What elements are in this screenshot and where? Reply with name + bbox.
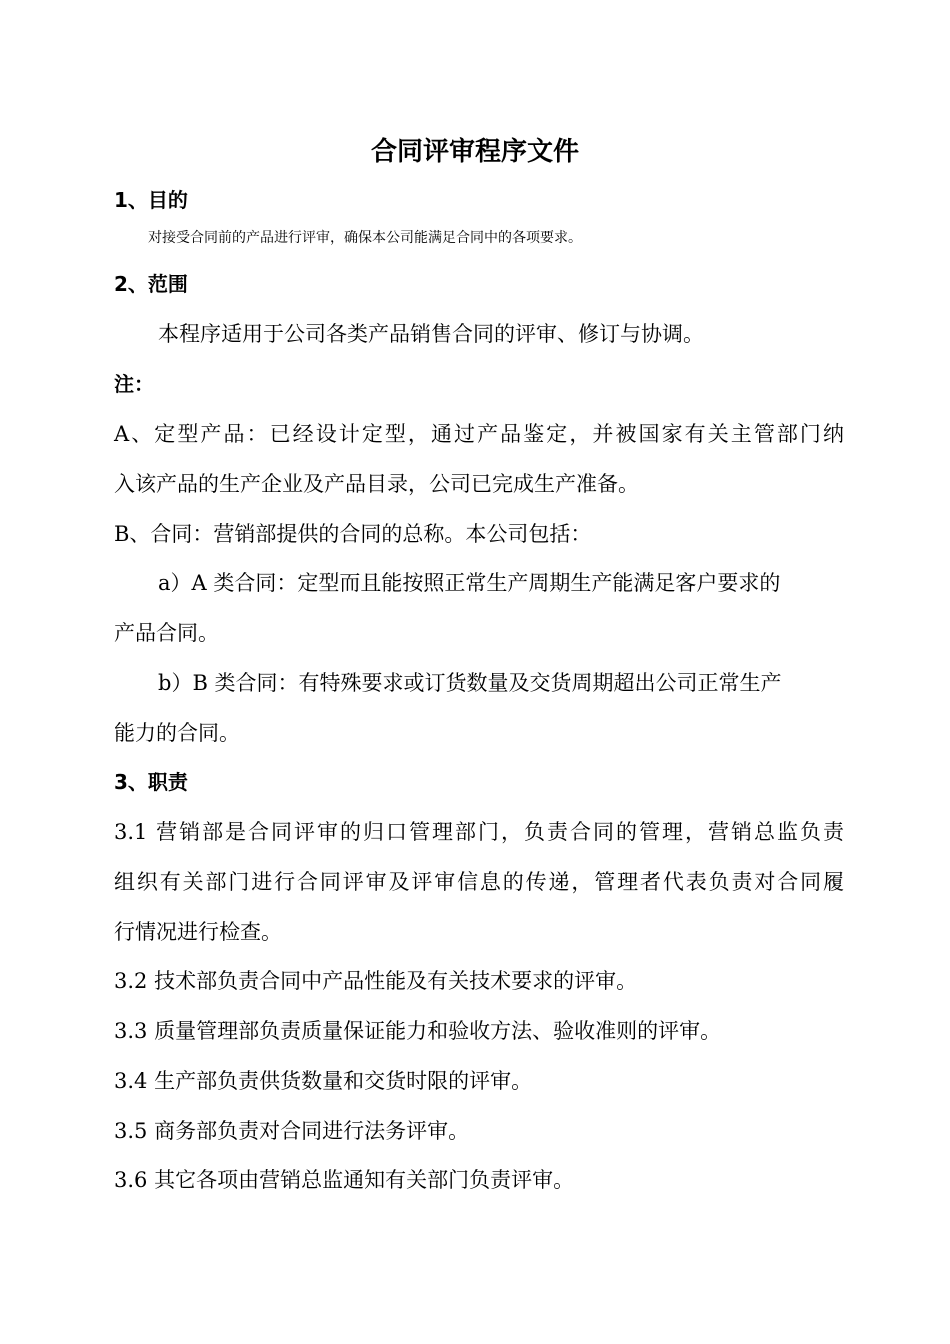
purpose-text: 对接受合同前的产品进行评审，确保本公司能满足合同中的各项要求。 [148,230,582,246]
note-b: B、合同：营销部提供的合同的总称。本公司包括： [114,522,592,546]
duty-3-5: 3.5 商务部负责对合同进行法务评审。 [114,1119,470,1143]
section-heading-purpose: 1、目的 [114,188,188,212]
contract-b-line1: b）B 类合同：有特殊要求或订货数量及交货周期超出公司正常生产 [158,671,782,695]
duty-3-4: 3.4 生产部负责供货数量和交货时限的评审。 [114,1069,533,1093]
duty-3-1-line2: 组织有关部门进行合同评审及评审信息的传递，管理者代表负责对合同履 [114,870,844,894]
duty-3-1-line1: 3.1 营销部是合同评审的归口管理部门，负责合同的管理，营销总监负责 [114,820,844,844]
contract-a-line2: 产品合同。 [114,621,219,645]
scope-text: 本程序适用于公司各类产品销售合同的评审、修订与协调。 [158,322,704,346]
note-a-line2: 入该产品的生产企业及产品目录，公司已完成生产准备。 [114,472,639,496]
contract-b-line2: 能力的合同。 [114,721,240,745]
duty-3-6: 3.6 其它各项由营销总监通知有关部门负责评审。 [114,1168,575,1192]
duty-3-2: 3.2 技术部负责合同中产品性能及有关技术要求的评审。 [114,969,638,993]
contract-a-line1: a）A 类合同：定型而且能按照正常生产周期生产能满足客户要求的 [158,571,781,595]
note-a-line1: A、定型产品：已经设计定型，通过产品鉴定，并被国家有关主管部门纳 [114,422,844,446]
duty-3-3: 3.3 质量管理部负责质量保证能力和验收方法、验收准则的评审。 [114,1019,722,1043]
duty-3-1-line3: 行情况进行检查。 [114,920,282,944]
note-heading: 注： [114,372,154,396]
section-heading-scope: 2、范围 [114,272,188,296]
document-title: 合同评审程序文件 [370,137,579,167]
section-heading-duty: 3、职责 [114,770,188,794]
